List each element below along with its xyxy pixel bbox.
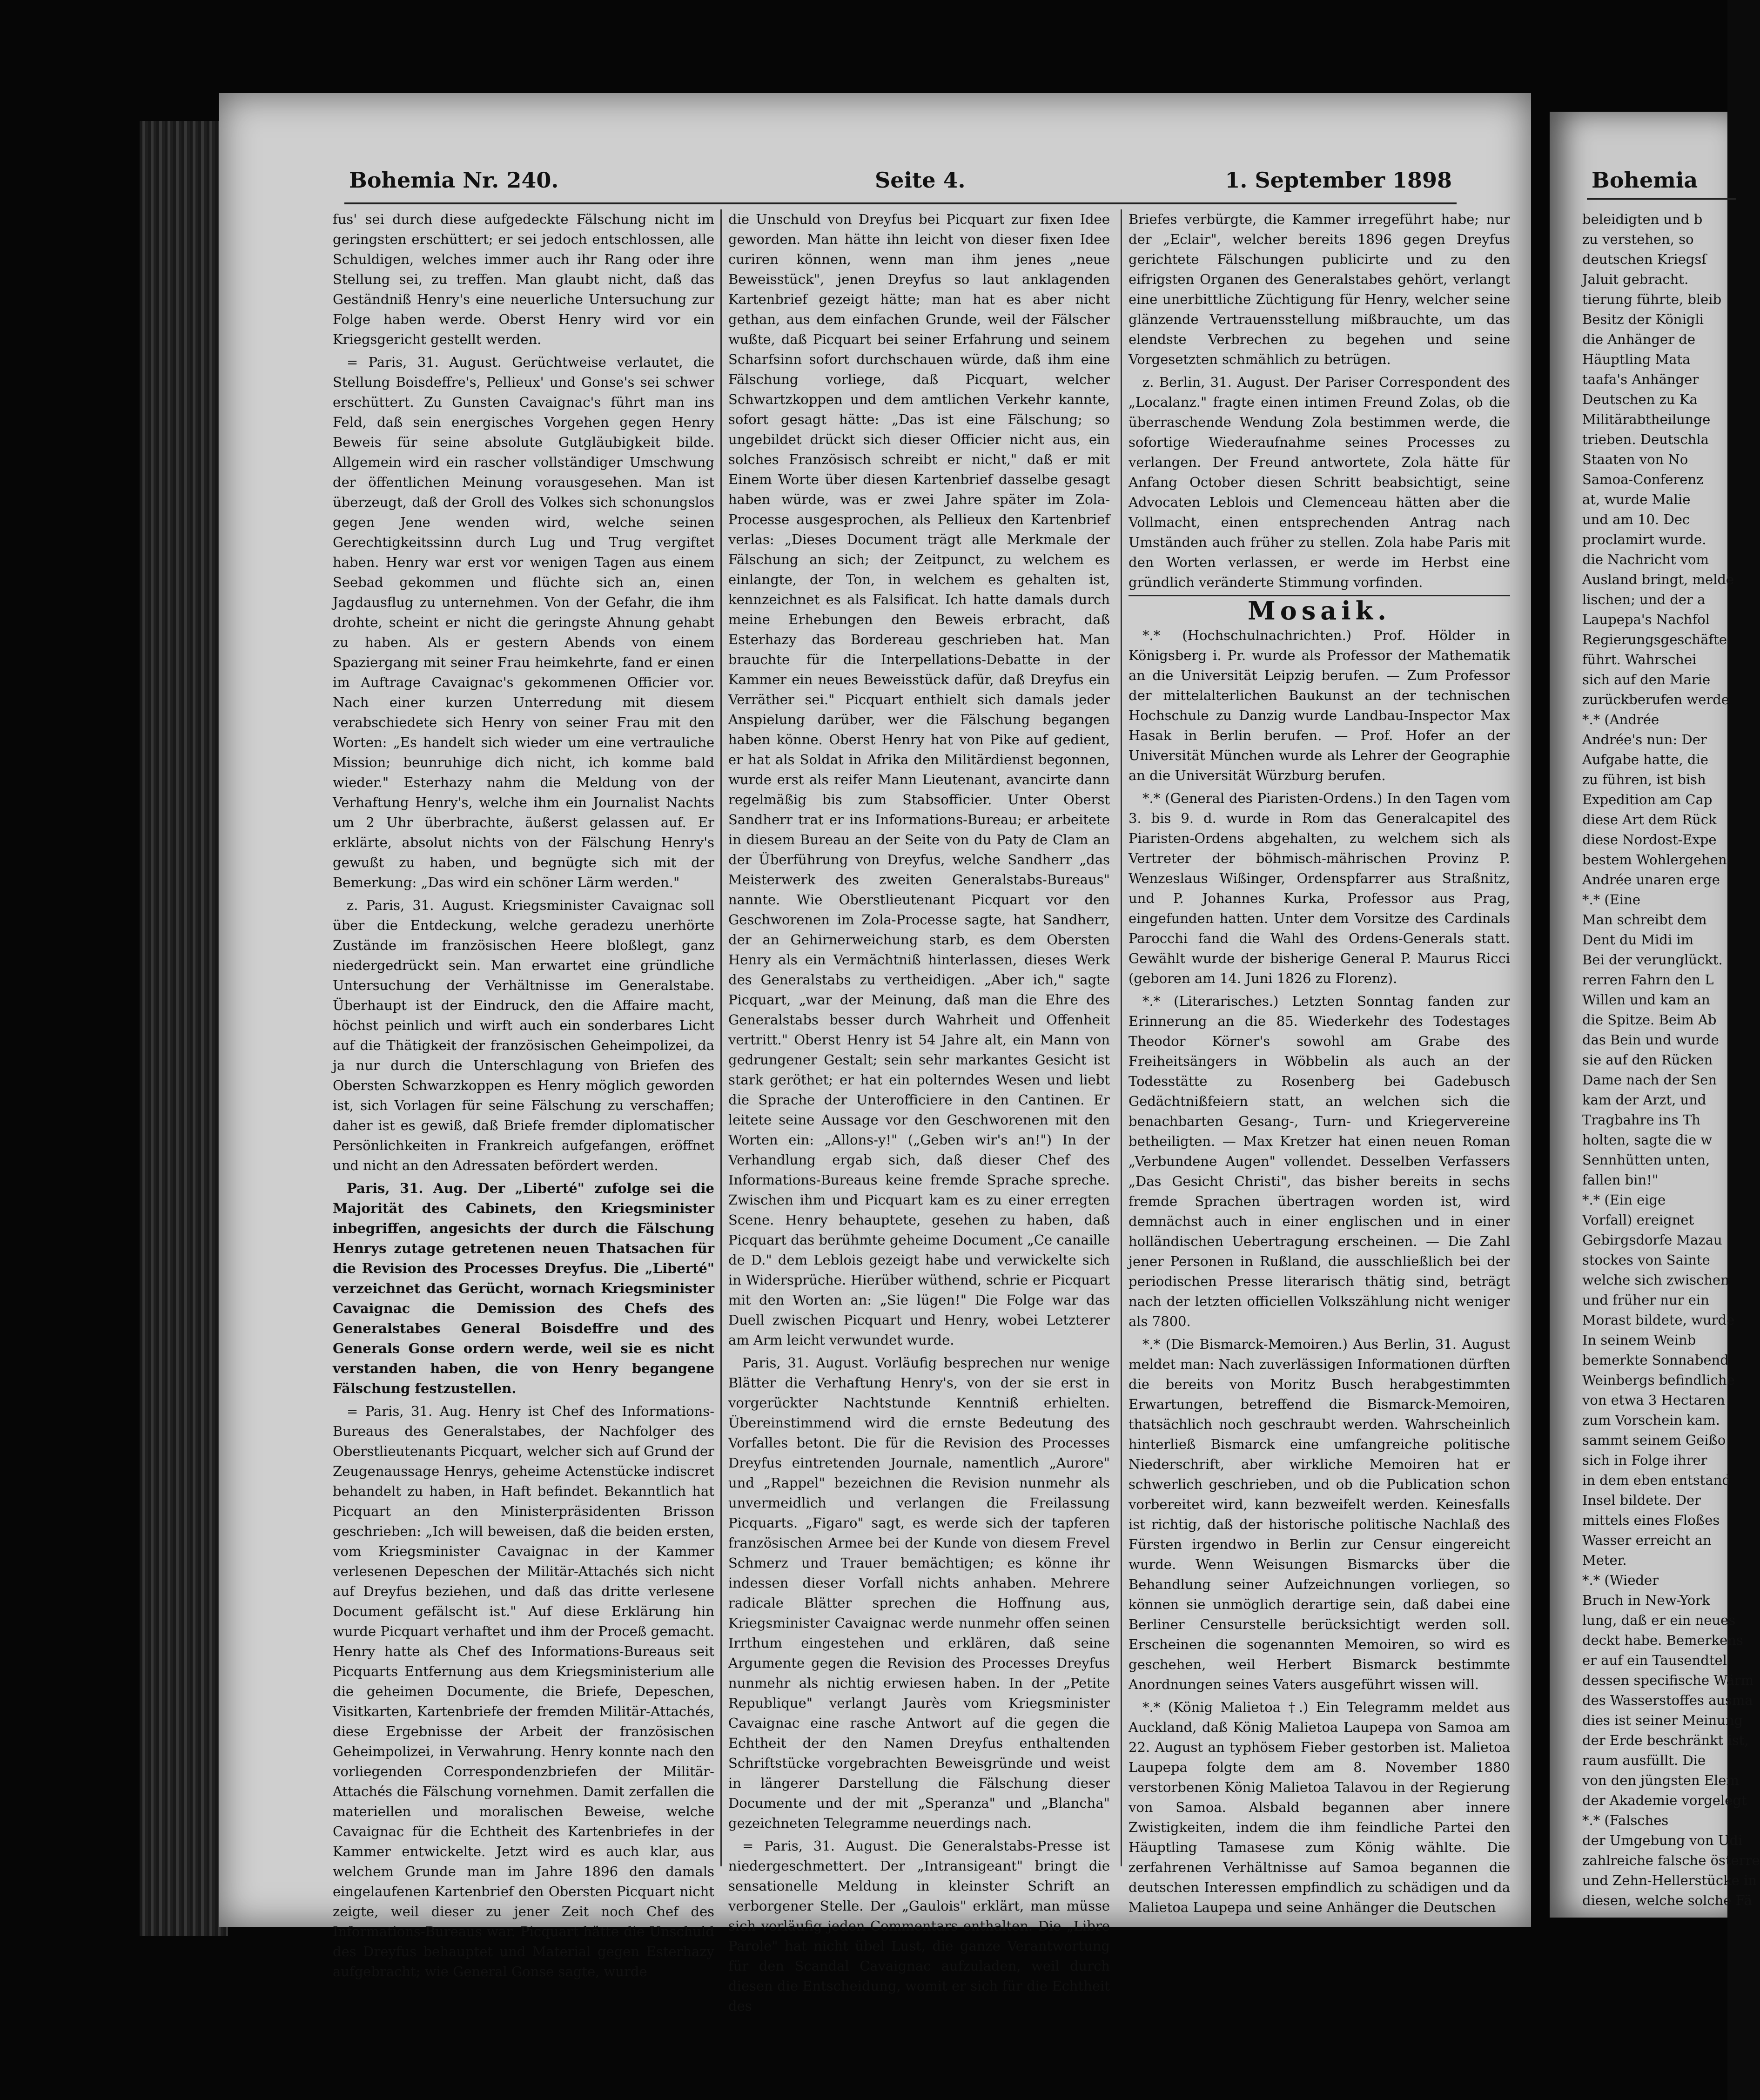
next-page-fragment — [1550, 112, 1760, 1918]
next-page-line: der Umgebung von Udi — [1582, 1832, 1743, 1848]
next-page-line: Deutschen zu Ka — [1582, 391, 1698, 407]
next-page-line: zum Vorschein kam. — [1582, 1412, 1720, 1428]
next-page-line: mittels eines Floßes — [1582, 1512, 1720, 1528]
next-page-line: sich in Folge ihrer — [1582, 1452, 1707, 1468]
mosaik-item: *.* (Die Bismarck-Memoiren.) Aus Berlin, 31. August meldet man: Nach zuverlässigen Informationen dürften die bereits von Moritz Busch herabgestimmten Erwartungen, betreffend die Bismarck-Memoiren, thatsächlich noch geschraubt werden. Wahrscheinlich hinterließ Bismarck eine umfangreiche politische Niederschrift, aber wirkliche Memoiren hat er schwerlich geschrieben, und ob die Publication schon vorbereitet wird, kann bezweifelt werden. Keinesfalls ist richtig, daß der historische politische Nachlaß des Fürsten irgendwo in Berlin zur Censur eingereicht wurde. Wenn Weisungen Bismarcks über die Behandlung seiner Aufzeichnungen vorliegen, so können sie unmöglich derartige sein, daß dabei eine Berliner Censurstelle berücksichtigt werden soll. Erscheinen die sogenannten Memoiren, so wird es geschehen, weil Herbert Bismarck bestimmte Anordnungen seines Vaters ausgeführt wissen will. — [1129, 1336, 1510, 1692]
column-2 — [728, 209, 1110, 2014]
next-page-line: Andrée unaren erge — [1582, 872, 1720, 888]
next-page-line: sie auf den Rücken — [1582, 1052, 1713, 1068]
next-page-line: sammt seinem Geißo — [1582, 1432, 1726, 1448]
next-page-line: bemerkte Sonnabend — [1582, 1352, 1729, 1368]
next-page-line: Tragbahre ins Th — [1582, 1112, 1700, 1128]
next-page-line: Weinbergs befindliche — [1582, 1372, 1735, 1388]
article-paragraph: die Unschuld von Dreyfus bei Picquart zur fixen Idee geworden. Man hätte ihn leicht von dieser fixen Idee curiren können, wenn man ihm jenes „neue Beweisstück", jenen Dreyfus so laut anklagenden Kartenbrief gezeigt hätte; man hat es aber nicht gethan, aus dem einfachen Grunde, weil der Fälscher wußte, daß Picquart bei seiner Erfahrung und seinem Scharfsinn sofort durchschauen würde, daß ihm eine Fälschung vorliege, daß Picquart, welcher Schwartzkoppen und dem amtlichen Verkehr kannte, sofort gesagt hätte: „Das ist eine Fälschung; so ungebildet drückt sich dieser Officier nicht aus, ein solches Französisch schreibt er nicht," daß er mit Einem Worte über diesen Kartenbrief dasselbe gesagt haben würde, was er zwei Jahre später im Zola-Processe ausgesprochen, als Pellieux den Kartenbrief verlas: „Dieses Document trägt alle Merkmale der Fälschung an sich; der Zeitpunct, zu welchem es einlangte, der Ton, in welchem es gehalten ist, kennzeichnet es als Falsificat. Ich hatte damals durch meine Erhebungen den Beweis erbracht, daß Esterhazy das Bordereau geschrieben hat. Man brauchte für die Interpellations-Debatte in der Kammer ein neues Beweisstück dafür, daß Dreyfus ein Verräther sei." Picquart enthielt sich damals jeder Anspielung darüber, wer die Fälschung begangen haben könne. Oberst Henry hat von Pike auf gedient, er hat als Soldat in Afrika den Militärdienst begonnen, wurde erst als reifer Mann Lieutenant, avancirte dann regelmäßig bis zum Stabsofficier. Unter Oberst Sandherr trat er ins Informations-Bureau; er arbeitete in diesem Bureau an der Seite von du Paty de Clam an der Überführung von Dreyfus, welche Sandherr „das Meisterwerk des zweiten Generalstabs-Bureaus" nannte. Wie Oberstlieutenant Picquart vor den Geschworenen im Zola-Processe sagte, hat Sandherr, der an Gehirnerweichung starb, es dem Obersten Henry als ein Vermächtniß hinterlassen, dieses Werk des Generalstabs zu vertheidigen. „Aber ich," sagte Picquart, „war der Meinung, daß man die Ehre des Generalstabs besser durch Wahrheit und Offenheit vertritt." Oberst Henry ist 54 Jahre alt, ein Mann von gedrungener Gestalt; sein sehr markantes Gesicht ist stark geröthet; er hat ein polterndes Wesen und liebt die Sprache der Unterofficiere in den Cantinen. Er leitete seine Aussage vor den Geschworenen mit den Worten ein: „Allons-y!" („Geben wir's an!") In der Verhandlung ergab sich, daß dieser Chef des Informations-Bureaus keine fremde Sprache spreche. Zwischen ihm und Picquart kam es zu einer erregten Scene. Henry behauptete, gesehen zu haben, daß Picquart das berühmte geheime Document „Ce canaille de D." dem Leblois gezeigt habe und verwickelte sich in Widersprüche. Hierüber wüthend, schrie er Picquart mit den Worten an: „Sie lügen!" Die Folge war das Duell zwischen Picquart und Henry, wobei Letzterer am Arm leicht verwundet wurde. — [728, 211, 1110, 1348]
next-page-line: Willen und kam an — [1582, 992, 1710, 1008]
next-page-line: sich auf den Marie — [1582, 672, 1711, 687]
next-page-line: dessen specifische Wärm — [1582, 1672, 1754, 1688]
next-page-line: *.* (Ein eige — [1582, 1192, 1666, 1208]
next-page-line: tierung führte, bleib — [1582, 291, 1722, 307]
next-page-line: Laupepa's Nachfol — [1582, 612, 1710, 627]
next-page-line: deutschen Kriegsſ — [1582, 251, 1707, 267]
next-page-line: er auf ein Tausendtel — [1582, 1652, 1727, 1668]
next-page-line: Bei der verunglückt. — [1582, 952, 1723, 968]
next-page-line: at, wurde Malie — [1582, 491, 1691, 507]
next-page-line: des Wasserstoffes ausma — [1582, 1692, 1753, 1708]
next-page-line: die Spitze. Beim Ab — [1582, 1012, 1717, 1028]
next-page-line: die Anhänger de — [1582, 331, 1696, 347]
next-page-line: Bruch in New-York — [1582, 1592, 1710, 1608]
next-page-line: Expedition am Cap — [1582, 792, 1713, 808]
article-paragraph: = Paris, 31. August. Gerüchtweise verlautet, die Stellung Boisdeffre's, Pellieux' und Gonse's sei schwer erschüttert. Zu Gunsten Cavaignac's führt man ins Feld, daß sein energisches Vorgehen gegen Henry Beweis für seine absolute Gutgläubigkeit bilde. Allgemein wird ein rascher vollständiger Umschwung der öffentlichen Meinung vorausgesehen. Man ist überzeugt, daß der Groll des Volkes sich schonungslos gegen Jene wenden wird, welche seinen Gerechtigkeitssinn durch Lug und Trug vergiftet haben. Henry war erst vor wenigen Tagen aus einem Seebad gekommen und flüchte sich an, einen Jagdausflug zu unternehmen. Von der Gefahr, die ihm drohte, scheint er nicht die geringste Ahnung gehabt zu haben. Als er gestern Abends von einem Spaziergang mit seiner Frau heimkehrte, fand er einen im Auftrage Cavaignac's gekommenen Officier vor. Nach einer kurzen Unterredung mit diesem verabschiedete sich Henry von seiner Frau mit den Worten: „Es handelt sich wieder um eine vertrauliche Mission; beunruhige dich nicht, ich komme bald wieder." Esterhazy nahm die Meldung von der Verhaftung Henry's, welche ihm ein Journalist Nachts um 2 Uhr überbrachte, äußerst gelassen auf. Er erklärte, absolut nichts von der Fälschung Henry's gewußt zu haben, und begnügte sich mit der Bemerkung: „Das wird ein schöner Lärm werden." — [333, 354, 714, 890]
next-page-line: Sennhütten unten, — [1582, 1152, 1710, 1168]
next-page-line: Samoa-Conferenz — [1582, 471, 1704, 487]
next-page-line: Wasser erreicht an — [1582, 1532, 1712, 1548]
article-paragraph: Paris, 31. Aug. Der „Liberté" zufolge sei die Majorität des Cabinets, den Kriegsminister inbegriffen, angesichts der durch die Fälschung Henrys zutage getretenen neuen Thatsachen für die Revision des Processes Dreyfus. Die „Liberté" verzeichnet das Gerücht, wornach Kriegsminister Cavaignac die Demission des Chefs des Generalstabes General Boisdeffre und des Generals Gonse ordern werde, weil sie es nicht verstanden haben, die von Henry begangene Fälschung festzustellen. — [333, 1180, 714, 1396]
column-rule — [1121, 209, 1122, 1866]
book-page-edges — [140, 121, 228, 1936]
next-page-line: fallen bin!" — [1582, 1172, 1659, 1188]
next-page-line: raum ausfüllt. Die — [1582, 1752, 1706, 1768]
next-page-line: die Nachricht vom — [1582, 552, 1709, 567]
next-page-line: taafa's Anhänger — [1582, 371, 1699, 387]
next-page-line: Besitz der Königli — [1582, 311, 1704, 327]
next-page-line: führt. Wahrschei — [1582, 652, 1697, 667]
next-page-line: von etwa 3 Hectaren — [1582, 1392, 1725, 1408]
next-page-line: Gebirgsdorfe Mazau — [1582, 1232, 1722, 1248]
next-page-line: das Bein und wurde — [1582, 1032, 1719, 1048]
next-page-line: Regierungsgeschäfte — [1582, 632, 1727, 647]
next-page-line: diese Art dem Rück — [1582, 812, 1717, 828]
newspaper-page — [219, 93, 1531, 2014]
next-page-line: lung, daß er ein neues — [1582, 1612, 1736, 1628]
next-page-line: *.* (Eine — [1582, 892, 1641, 908]
next-page-line: Vorfall) ereignet — [1582, 1212, 1694, 1228]
next-page-header: Bohemia — [1592, 168, 1698, 193]
next-page-line: *.* (Falsches — [1582, 1812, 1669, 1828]
article-paragraph: z. Paris, 31. August. Kriegsminister Cavaignac soll über die Entdeckung, welche geradezu unerhörte Zustände im französischen Heere bloßlegt, ganz niedergedrückt sein. Man erwartet eine gründliche Untersuchung der Verhältnisse im Generalstabe. Überhaupt ist der Eindruck, den die Affaire macht, höchst peinlich und wirft auch ein sonderbares Licht auf die Thätigkeit der französischen Geheimpolizei, da ja nur durch die Unterschlagung von Briefen des Obersten Schwarzkoppen es Henry möglich geworden ist, sich Vorlagen für seine Fälschung zu verschaffen; daher ist es gewiß, daß Briefe fremder diplomatischer Persönlichkeiten in Frankreich aufgefangen, eröffnet und nicht an den Adressaten befördert werden. — [333, 897, 714, 1173]
next-page-line: zu führen, ist bish — [1582, 772, 1706, 788]
next-page-line: Dent du Midi im — [1582, 932, 1694, 948]
next-page-line: holten, sagte die w — [1582, 1132, 1713, 1148]
article-paragraph: Briefes verbürgte, die Kammer irregeführt habe; nur der „Eclair", welcher bereits 1896 gegen Dreyfus gerichtete Fälschungen publicirte und zu den eifrigsten Organen des Generalstabes gehört, verlangt eine unerbittliche Züchtigung für Henry, welcher seine glänzende Vertrauensstellung mißbrauchte, um das elendste Verbrechen zu begehen und seine Vorgesetzten schmählich zu betrügen. — [1129, 211, 1510, 367]
next-page-line: *.* (Wieder — [1582, 1572, 1659, 1588]
article-paragraph: fus' sei durch diese aufgedeckte Fälschung nicht im geringsten erschüttert; er sei jedoch entschlossen, alle Schuldigen, welches immer auch ihr Rang oder ihre Stellung sei, zu treffen. Man glaubt nicht, daß das Geständniß Henry's eine neuerliche Untersuchung zur Folge haben werde. Oberst Henry wird vor ein Kriegsgericht gestellt werden. — [333, 211, 714, 347]
next-page-line: trieben. Deutschla — [1582, 431, 1709, 447]
next-page-line: von den jüngsten Elem — [1582, 1772, 1739, 1788]
next-page-line: Ausland bringt, melde — [1582, 572, 1734, 587]
header-page-number: Seite 4. — [875, 168, 966, 193]
mosaik-item: *.* (König Malietoa †.) Ein Telegramm meldet aus Auckland, daß König Malietoa Laupepa von Samoa am 22. August an typhösem Fieber gestorben ist. Malietoa Laupepa folgte dem am 8. November 1880 verstorbenen König Malietoa Talavou in der Regierung von Samoa. Alsbald begannen aber innere Zwistigkeiten, indem die ihm feindliche Partei den Häuptling Tamasese zum König wählte. Die zerfahrenen Verhältnisse auf Samoa begannen die deutschen Interessen empfindlich zu schädigen und da Malietoa Laupepa und seine Anhänger die Deutschen — [1129, 1699, 1510, 1915]
article-paragraph: = Paris, 31. August. Die Generalstabs-Presse ist niedergeschmettert. Der „Intransigeant" bringt die sensationelle Meldung in kleinster Schrift an verborgener Stelle. Der „Gaulois" erklärt, man müsse sich vorläufig jeden Commentars enthalten. Die „Libre Parole" hat nicht übel Lust, die ganze Verantwortung für den Scandal Cavaignac aufzuladen, weil durch diesen die Entscheidung, womit er sich für die Echtheit des — [728, 1838, 1110, 2014]
header-rule — [344, 202, 1457, 204]
next-page-line: beleidigten und b — [1582, 211, 1703, 227]
next-page-line: Man schreibt dem — [1582, 912, 1707, 928]
mosaik-item: *.* (Hochschulnachrichten.) Prof. Hölder in Königsberg i. Pr. wurde als Professor der Mathematik an die Universität Leipzig berufen. — Zum Professor der mittelalterlichen Baukunst an der technischen Hochschule zu Danzig wurde Landbau-Inspector Max Hasak in Berlin berufen. — Prof. Hofer an der Universität München wurde als Lehrer der Geographie an die Universität Würzburg berufen. — [1129, 627, 1510, 783]
next-page-line: Morast bildete, wurde — [1582, 1312, 1735, 1328]
next-page-header-rule — [1587, 198, 1736, 200]
next-page-line: Dame nach der Sen — [1582, 1072, 1717, 1088]
column-1 — [333, 209, 714, 1979]
page-header — [349, 168, 1452, 200]
next-page-line: rerren Fahrn den L — [1582, 972, 1714, 988]
mosaik-item: *.* (Literarisches.) Letzten Sonntag fanden zur Erinnerung an die 85. Wiederkehr des Todestages Theodor Körner's sowohl am Grabe des Freiheitsängers in Wöbbelin als auch an der Todesstätte zu Rosenberg bei Gadebusch Gedächtnißfeiern statt, an welchen sich die benachbarten Gesang-, Turn- und Kriegervereine betheiligten. — Max Kretzer hat einen neuen Roman „Verbundene Augen" vollendet. Desselben Verfassers „Das Gesicht Christi", das bisher bereits in sechs fremde Sprachen übertragen worden ist, wird demnächst auch in einer englischen und in einer holländischen Uebertragung erscheinen. — Die Zahl jener Personen in Rußland, die ausschließlich bei der periodischen Presse literarisch thätig sind, beträgt nach der letzten officiellen Volkszählung nicht weniger als 7800. — [1129, 993, 1510, 1329]
next-page-line: in dem eben entstand — [1582, 1472, 1731, 1488]
section-title: Mosaik. — [1248, 596, 1391, 626]
next-page-line: und früher nur ein — [1582, 1292, 1709, 1308]
next-page-line: dies ist seiner Meinung — [1582, 1712, 1743, 1728]
next-page-line: diese Nordost-Expe — [1582, 832, 1717, 848]
next-page-line: Aufgabe hatte, die — [1582, 752, 1709, 767]
next-page-line: Andrée's nun: Der — [1582, 732, 1707, 747]
article-paragraph: = Paris, 31. Aug. Henry ist Chef des Informations-Bureaus des Generalstabes, der Nachfolger des Oberstlieutenants Picquart, welcher sich auf Grund der Zeugenaussage Henrys, geheime Actenstücke indiscret behandelt zu haben, in Haft befindet. Bekanntlich hat Picquart an den Ministerpräsidenten Brisson geschrieben: „Ich will beweisen, daß die beiden ersten, vom Kriegsminister Cavaignac in der Kammer verlesenen Depeschen der Militär-Attachés sich nicht auf Dreyfus beziehen, und daß das dritte verlesene Document gefälscht ist." Auf diese Erklärung hin wurde Picquart verhaftet und ihm der Proceß gemacht. Henry hatte als Chef des Informations-Bureaus seit Picquarts Entfernung aus dem Kriegsministerium alle die geheimen Documente, die Briefe, Depeschen, Visitkarten, Kartenbriefe der fremden Militär-Attachés, diese Ergebnisse der Arbeit der französischen Geheimpolizei, in Verwahrung. Henry konnte nach den vorliegenden Correspondenzbriefen der Militär-Attachés die Fälschung vornehmen. Damit zerfallen die materiellen und moralischen Beweise, welche Cavaignac für die Echtheit des Kartenbriefes in der Kammer entwickelte. Jetzt wird es auch klar, aus welchem Grunde man im Jahre 1896 den damals eingelaufenen Kartenbrief den Obersten Picquart nicht zeigte, weil dieser zu jener Zeit noch Chef des Informations-Bureaus war. Picquart hätte die Unschuld des Dreyfus behauptet und Material gegen Esterhazy aufgebracht; wie General Gonse sagte, wurde — [333, 1403, 714, 1979]
next-page-line: zu verstehen, so — [1582, 231, 1694, 247]
next-page-line: Insel bildete. Der — [1582, 1492, 1701, 1508]
column-3 — [1129, 209, 1510, 1915]
next-page-line: Militärabtheilunge — [1582, 411, 1711, 427]
next-page-line: Meter. — [1582, 1552, 1627, 1568]
next-page-line: Staaten von No — [1582, 451, 1688, 467]
next-page-line: der Akademie vorgelegt — [1582, 1792, 1747, 1808]
next-page-line: In seinem Weinb — [1582, 1332, 1696, 1348]
next-page-line: bestem Wohlergehen — [1582, 852, 1727, 868]
article-paragraph: Paris, 31. August. Vorläufig besprechen nur wenige Blätter die Verhaftung Henry's, von der sie erst in vorgerückter Nachtstunde Kenntniß erhielten. Übereinstimmend wird die ernste Bedeutung des Vorfalles betont. Die für die Revision des Processes Dreyfus eintretenden Journale, namentlich „Aurore" und „Rappel" bezeichnen die Revision nunmehr als unvermeidlich und verlangen die Freilassung Picquarts. „Figaro" sagt, es werde sich der tapferen französischen Armee bei der Kunde von diesem Frevel Schmerz und Trauer bemächtigen; es könne ihr indessen dieser Vorfall nichts anhaben. Mehrere radicale Blätter sprechen die Hoffnung aus, Kriegsminister Cavaignac werde nunmehr offen seinen Irrthum eingestehen und erklären, daß seine Argumente gegen die Revision des Processes Dreyfus nunmehr als nichtig erwiesen haben. In der „Petite Republique" verlangt Jaurès vom Kriegsminister Cavaignac eine rasche Antwort auf die gegen die Echtheit der den Namen Dreyfus enthaltenden Schriftstücke vorgebrachten Beweisgründe und weist in längerer Darstellung die Fälschung dieser Documente und der mit „Speranza" und „Blancha" gezeichneten Telegramme neuerdings nach. — [728, 1355, 1110, 1831]
next-page-line: stockes von Sainte — [1582, 1252, 1710, 1268]
next-page-line: deckt habe. Bemerkens — [1582, 1632, 1743, 1648]
next-page-line: zahlreiche falsche österre — [1582, 1852, 1760, 1868]
next-page-line: Häuptling Mata — [1582, 351, 1691, 367]
mosaik-item: *.* (General des Piaristen-Ordens.) In den Tagen vom 3. bis 9. d. wurde in Rom das Generalcapitel des Piaristen-Ordens abgehalten, zu welchem sich als Vertreter der böhmisch-mährischen Provinz P. Wenzeslaus Wißinger, Ordenspfarrer aus Straßnitz, und P. Johannes Kurka, Professor aus Prag, eingefunden hatten. Unter dem Vorsitze des Cardinals Parocchi fand die Wahl des Ordens-Generals statt. Gewählt wurde der bisherige General P. Maurus Ricci (geboren am 14. Juni 1826 zu Florenz). — [1129, 790, 1510, 986]
header-date: 1. September 1898 — [1225, 168, 1452, 193]
next-page-line: zurückberufen werde — [1582, 692, 1729, 707]
next-page-line: *.* (Andrée — [1582, 712, 1659, 727]
header-title: Bohemia Nr. 240. — [349, 168, 559, 193]
next-page-line: Jaluit gebracht. — [1582, 271, 1689, 287]
next-page-line: und Zehn-Hellerstücke in — [1582, 1872, 1757, 1888]
next-page-column — [1582, 209, 1760, 1911]
next-page-line: der Erde beschränkt ist, — [1582, 1732, 1749, 1748]
column-rule — [720, 209, 722, 1866]
next-page-line: welche sich zwischen — [1582, 1272, 1729, 1288]
article-paragraph: z. Berlin, 31. August. Der Pariser Correspondent des „Localanz." fragte einen intimen Freund Zolas, ob die überraschende Wendung Zola bestimmen werde, die sofortige Wiederaufnahme seines Processes zu verlangen. Der Freund antwortete, Zola hätte für Anfang October diesen Schritt beabsichtigt, seine Advocaten Leblois und Clemenceau hätten aber die Vollmacht, einen entsprechenden Antrag nach Umständen auch früher zu stellen. Zola habe Paris mit den Worten verlassen, er werde im Herbst eine gründlich veränderte Stimmung vorfinden. — [1129, 374, 1510, 590]
next-page-line: proclamirt wurde. — [1582, 532, 1706, 547]
next-page-line: diesen, welche solche Fä — [1582, 1892, 1753, 1908]
next-page-line: kam der Arzt, und — [1582, 1092, 1706, 1108]
next-page-line: lischen; und der a — [1582, 592, 1706, 607]
next-page-line: und am 10. Dec — [1582, 512, 1690, 527]
